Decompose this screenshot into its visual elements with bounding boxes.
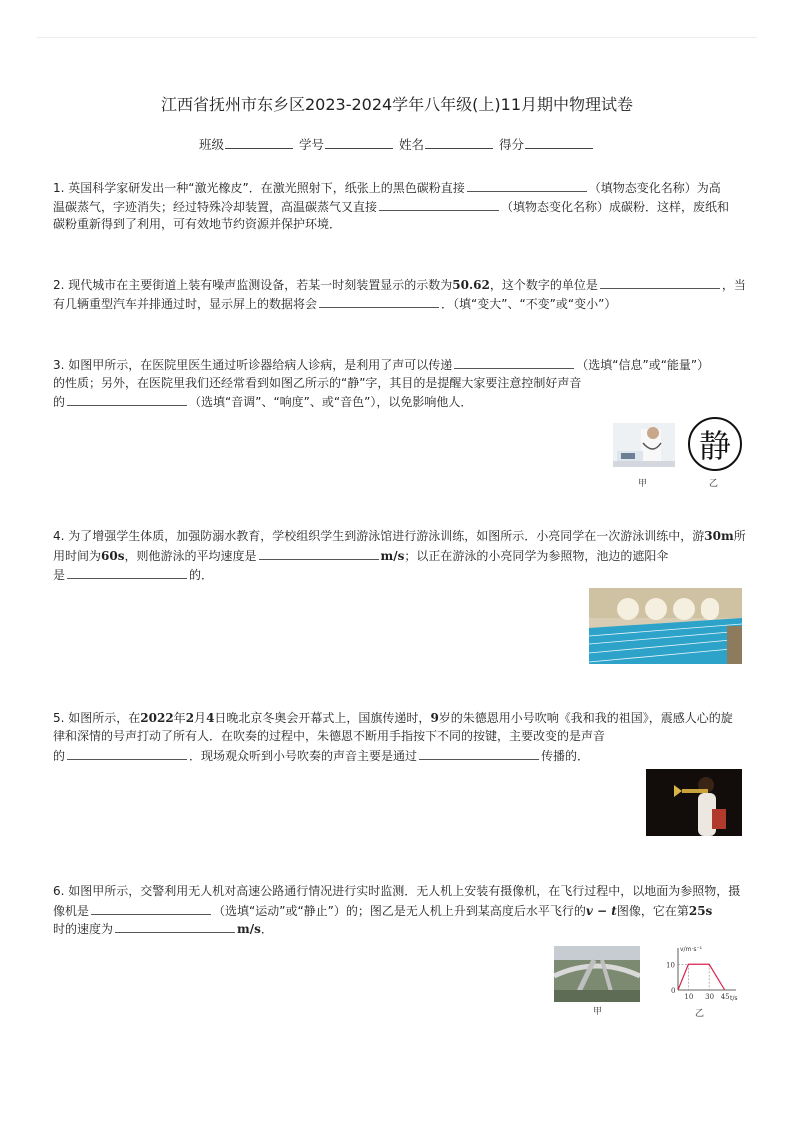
q3-text: （选填“信息”或“能量”） [576,358,710,372]
q4-text: 用时间为 [53,549,102,563]
q6-second: 25s [688,904,713,918]
quiet-sign-image [688,417,742,471]
q2-blank-2 [319,295,439,308]
highway-interchange-image [554,946,640,1002]
class-blank [225,136,293,149]
q1-text: 1. 英国科学家研发出一种“激光橡皮”．在激光照射下，纸张上的黑色碳粉直接 [53,181,465,195]
q1-text: 温碳蒸气，字迹消失；经过特殊冷却装置，高温碳蒸气又直接 [53,200,378,214]
q6-text: 像机是 [53,904,90,918]
q5-text: 岁的朱德恩用小号吹响《我和我的祖国》，震感人心的旋 [438,711,733,725]
x-tick-label: 10 [684,993,694,1001]
q6-blank-1 [91,902,211,915]
trumpet-player-image [646,769,742,836]
q3-text: （选填“音调”、“响度”、或“音色”），以免影响他人． [189,395,473,409]
q4-text: ；以正在游泳的小亮同学为参照物，池边的遮阳伞 [404,549,669,563]
q5-line-3 [53,747,589,765]
score-label: 得分 [498,137,524,152]
q5-text: 5. 如图所示，在 [53,711,141,725]
q2-blank-1 [600,276,720,289]
q6-text: （选填“运动”或“静止”）的；图乙是无人机上升到某高度后水平飞行的 [213,904,586,918]
q2-line-2 [53,295,616,313]
q2-text: 2. 现代城市在主要街道上装有噪声监测设备，若某一时刻装置显示的示数为 [53,278,453,292]
swimming-pool-image [589,588,742,664]
q5-text: 律和深情的号声打动了所有人．在吹奏的过程中，朱德恩不断用手指按下不同的按键，主要改变的是声音 [53,729,606,743]
class-label: 班级 [198,137,224,152]
q4-time: 60s [101,549,125,563]
q4-text: 是 [53,568,66,582]
q1-line-1 [53,179,721,197]
q5-text: 年 [173,711,186,725]
y-axis-label: v/m·s⁻¹ [680,946,703,953]
score-blank [525,136,593,149]
q5-year: 2022 [140,711,174,725]
q4-text: 的． [189,568,214,582]
caption-jia: 甲 [638,479,648,489]
q3-blank-2 [67,393,187,406]
q2-number: 50.62 [452,278,490,292]
caption-yi: 乙 [709,479,719,489]
q6-text: ． [260,922,273,936]
q5-age: 9 [430,711,439,725]
q6-text: 时的速度为 [53,922,114,936]
quiet-sign-character: 静 [688,417,742,471]
y-tick-label: 10 [666,961,675,970]
q6-line-2 [53,902,712,920]
vt-chart [658,944,742,1006]
doctor-stethoscope-image [613,423,675,467]
vt-chart-svg [658,944,742,1006]
x-tick-label: 45 [720,993,730,1001]
q1-text: （填物态变化名称）为高 [588,181,721,195]
origin-label: 0 [671,987,676,995]
q4-text: 所 [733,529,746,543]
q2-text: ，这个数字的单位是 [489,278,598,292]
q5-text: 日晚北京冬奥会开幕式上，国旗传递时， [214,711,431,725]
page-title: 江西省抚州市东乡区2023-2024学年八年级(上)11月期中物理试卷 [160,95,634,114]
q4-unit: m/s [380,549,405,563]
q2-line-1 [53,276,746,294]
q1-line-2 [53,198,729,216]
q6-text: 图像，它在第 [616,904,689,918]
q5-day: 4 [206,711,215,725]
q5-line-1 [53,710,733,727]
q5-line-2 [53,728,605,745]
q4-text: ，则他游泳的平均速度是 [124,549,257,563]
x-tick-label: 30 [705,993,715,1001]
q4-text: 4. 为了增强学生体质，加强防溺水教育，学校组织学生到游泳馆进行游泳训练，如图所示．小亮同学在一次游泳训练中，游 [53,529,705,543]
q6-vt-symbol: v − t [585,904,617,918]
q2-text: 有几辆重型汽车并排通过时，显示屏上的数据将会 [53,297,318,311]
q1-text: 碳粉重新得到了利用，可有效地节约资源并保护环境． [53,217,342,231]
q1-text: （填物态变化名称）成碳粉．这样，废纸和 [501,200,730,214]
x-axis-label: t/s [730,995,738,1002]
caption-yi-q6: 乙 [695,1009,705,1019]
q3-line-1 [53,356,709,374]
q4-blank-2 [67,566,187,579]
id-label: 学号 [298,137,324,152]
q6-text: 6. 如图甲所示，交警利用无人机对高速公路通行情况进行实时监测．无人机上安装有摄像机，在飞行过程中，以地面为参照物，摄 [53,884,741,898]
q1-line-3 [53,216,341,233]
q4-line-2 [53,547,668,565]
q5-blank-1 [67,747,187,760]
q3-blank-1 [454,356,574,369]
q3-line-2 [53,375,581,392]
q1-blank-2 [379,198,499,211]
q3-text: 的 [53,395,66,409]
q6-blank-2 [115,920,235,933]
q3-line-3 [53,393,472,411]
q3-text: 的性质；另外，在医院里我们还经常看到如图乙所示的“静”字，其目的是提醒大家要注意控制好声音 [53,376,582,390]
q1-blank-1 [467,179,587,192]
q5-text: 传播的． [541,749,590,763]
q5-month: 2 [185,711,195,725]
top-divider [37,37,757,38]
caption-jia-q6: 甲 [593,1007,603,1017]
q4-distance: 30m [704,529,734,543]
name-blank [425,136,493,149]
name-label: 姓名 [398,137,424,152]
q4-line-3 [53,566,213,584]
q6-line-1 [53,883,740,900]
q4-blank-1 [259,547,379,560]
student-info-row [0,135,794,153]
q5-blank-2 [419,747,539,760]
q5-text: 月 [194,711,207,725]
q2-text: ．（填“变大”、“不变”或“变小”） [441,297,617,311]
q6-unit: m/s [237,922,261,936]
q4-line-1 [53,528,746,545]
q5-text: 的 [53,749,66,763]
q3-text: 3. 如图甲所示，在医院里医生通过听诊器给病人诊病，是利用了声可以传递 [53,358,453,372]
velocity-series-line [678,964,725,990]
q5-text: ．现场观众听到小号吹奏的声音主要是通过 [189,749,418,763]
q2-text: ，当 [721,278,746,292]
q6-line-3 [53,920,273,938]
id-blank [325,136,393,149]
